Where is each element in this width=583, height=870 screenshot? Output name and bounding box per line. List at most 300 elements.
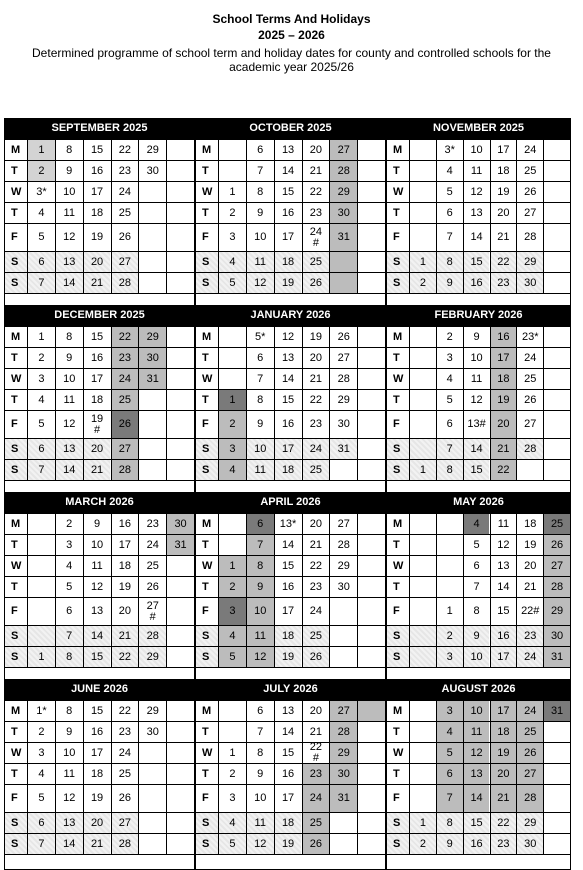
date-cell: 26 bbox=[111, 411, 139, 438]
week-row bbox=[387, 223, 570, 251]
week-row bbox=[5, 410, 194, 438]
day-letter: M bbox=[393, 517, 403, 530]
month-block bbox=[4, 492, 195, 683]
day-letter: W bbox=[202, 185, 213, 198]
day-letter: T bbox=[393, 580, 400, 593]
date-cell: 2 bbox=[55, 514, 83, 534]
week-row bbox=[387, 812, 570, 833]
date-cell: 14 bbox=[274, 369, 302, 389]
week-row bbox=[387, 368, 570, 389]
date-cell: 28 bbox=[329, 535, 357, 555]
date-cell: 31 bbox=[543, 701, 570, 721]
date-cell: 29 bbox=[138, 327, 166, 347]
date-cell: 23 bbox=[111, 161, 139, 181]
date-cell: 30 bbox=[329, 203, 357, 223]
date-cell: 13 bbox=[463, 764, 490, 784]
date-cell bbox=[543, 460, 570, 480]
month-title: MARCH 2026 bbox=[5, 492, 194, 513]
day-letter: S bbox=[5, 834, 27, 854]
week-row bbox=[387, 625, 570, 646]
date-cell: 27 bbox=[111, 439, 139, 459]
date-cell: 31 bbox=[329, 224, 357, 251]
month-title: JULY 2026 bbox=[196, 679, 385, 700]
day-letter: T bbox=[393, 538, 400, 551]
week-row bbox=[387, 251, 570, 272]
date-cell: 26 bbox=[302, 834, 330, 854]
week-row bbox=[387, 160, 570, 181]
date-cell: 22 bbox=[490, 252, 517, 272]
month-block bbox=[386, 492, 571, 683]
week-row bbox=[5, 625, 194, 646]
date-cell: 8 bbox=[246, 390, 274, 410]
date-cell: 14 bbox=[55, 834, 83, 854]
date-cell: 9 bbox=[246, 203, 274, 223]
date-cell: 19 bbox=[302, 327, 330, 347]
date-cell bbox=[543, 390, 570, 410]
date-cell bbox=[27, 514, 55, 534]
month-block bbox=[4, 679, 195, 870]
month-title: DECEMBER 2025 bbox=[5, 305, 194, 326]
date-cell: 1 bbox=[436, 598, 463, 625]
date-cell: 20 bbox=[83, 813, 111, 833]
date-cell: 29 bbox=[516, 252, 543, 272]
date-cell: 30 bbox=[329, 764, 357, 784]
date-cell: 22 # bbox=[302, 743, 330, 763]
date-cell bbox=[166, 327, 194, 347]
week-row bbox=[387, 534, 570, 555]
date-cell bbox=[218, 701, 246, 721]
date-cell bbox=[138, 252, 166, 272]
date-cell: 10 bbox=[55, 743, 83, 763]
date-cell: 3 bbox=[218, 439, 246, 459]
date-cell bbox=[138, 743, 166, 763]
week-row bbox=[196, 576, 385, 597]
date-cell: 13 bbox=[274, 348, 302, 368]
week-row bbox=[387, 202, 570, 223]
date-cell bbox=[409, 764, 436, 784]
date-cell bbox=[409, 535, 436, 555]
date-cell bbox=[357, 439, 385, 459]
day-letter: T bbox=[393, 164, 400, 177]
date-cell: 21 bbox=[83, 834, 111, 854]
date-cell bbox=[357, 182, 385, 202]
day-letter: S bbox=[5, 813, 27, 833]
date-cell: 17 bbox=[83, 182, 111, 202]
week-row bbox=[5, 389, 194, 410]
week-row bbox=[196, 410, 385, 438]
date-cell bbox=[357, 348, 385, 368]
date-cell: 26 bbox=[111, 224, 139, 251]
date-cell: 30 bbox=[516, 834, 543, 854]
date-cell: 12 bbox=[55, 411, 83, 438]
date-cell: 8 bbox=[436, 813, 463, 833]
date-cell: 9 bbox=[55, 722, 83, 742]
date-cell: 3 bbox=[436, 348, 463, 368]
date-cell: 25 bbox=[111, 764, 139, 784]
date-cell bbox=[436, 556, 463, 576]
date-cell: 11 bbox=[246, 460, 274, 480]
date-cell: 4 bbox=[436, 161, 463, 181]
date-cell: 16 bbox=[274, 577, 302, 597]
date-cell: 26 bbox=[302, 273, 330, 293]
date-cell: 24 bbox=[516, 140, 543, 160]
month-title: JANUARY 2026 bbox=[196, 305, 385, 326]
week-row bbox=[387, 742, 570, 763]
week-row bbox=[196, 326, 385, 347]
date-cell: 16 bbox=[274, 764, 302, 784]
date-cell: 29 bbox=[329, 556, 357, 576]
date-cell: 28 bbox=[329, 722, 357, 742]
date-cell bbox=[357, 161, 385, 181]
date-cell bbox=[357, 203, 385, 223]
day-letter: T bbox=[202, 767, 209, 780]
day-letter: S bbox=[5, 439, 27, 459]
day-letter: T bbox=[202, 725, 209, 738]
week-row bbox=[387, 272, 570, 293]
date-cell: 25 bbox=[111, 203, 139, 223]
date-cell: 21 bbox=[83, 273, 111, 293]
date-cell: 10 bbox=[246, 785, 274, 812]
date-cell: 6 bbox=[246, 140, 274, 160]
date-cell: 3 bbox=[27, 369, 55, 389]
date-cell: 2 bbox=[409, 834, 436, 854]
date-cell: 1 bbox=[218, 182, 246, 202]
date-cell: 4 bbox=[436, 722, 463, 742]
date-cell bbox=[357, 556, 385, 576]
date-cell: 18 bbox=[83, 764, 111, 784]
day-letter: S bbox=[5, 647, 27, 667]
day-letter: S bbox=[387, 813, 409, 833]
week-row bbox=[5, 700, 194, 721]
date-cell bbox=[138, 764, 166, 784]
date-cell: 2 bbox=[218, 577, 246, 597]
date-cell: 15 bbox=[83, 701, 111, 721]
date-cell bbox=[218, 514, 246, 534]
date-cell: 15 bbox=[274, 556, 302, 576]
date-cell bbox=[27, 535, 55, 555]
date-cell: 15 bbox=[274, 743, 302, 763]
date-cell: 7 bbox=[463, 577, 490, 597]
date-cell: 10 bbox=[246, 598, 274, 625]
week-row bbox=[5, 326, 194, 347]
date-cell: 21 bbox=[490, 224, 517, 251]
date-cell: 27 bbox=[516, 764, 543, 784]
date-cell: 14 bbox=[463, 785, 490, 812]
date-cell: 16 bbox=[83, 722, 111, 742]
date-cell bbox=[409, 556, 436, 576]
week-row bbox=[387, 513, 570, 534]
week-row bbox=[5, 139, 194, 160]
date-cell: 1 bbox=[218, 390, 246, 410]
date-cell bbox=[138, 834, 166, 854]
date-cell: 15 bbox=[463, 252, 490, 272]
date-cell bbox=[357, 647, 385, 667]
day-letter: W bbox=[393, 185, 404, 198]
date-cell: 15 bbox=[83, 327, 111, 347]
date-cell: 25 bbox=[302, 626, 330, 646]
date-cell: 11 bbox=[83, 556, 111, 576]
date-cell bbox=[357, 140, 385, 160]
date-cell: 26 bbox=[138, 577, 166, 597]
date-cell bbox=[329, 273, 357, 293]
day-letter: T bbox=[393, 206, 400, 219]
day-letter: S bbox=[196, 460, 218, 480]
date-cell: 26 bbox=[516, 182, 543, 202]
date-cell: 28 bbox=[516, 785, 543, 812]
day-letter: S bbox=[387, 273, 409, 293]
week-row bbox=[196, 223, 385, 251]
date-cell bbox=[166, 743, 194, 763]
date-cell: 30 bbox=[166, 514, 194, 534]
date-cell: 25 bbox=[516, 161, 543, 181]
date-cell bbox=[409, 626, 436, 646]
date-cell bbox=[357, 626, 385, 646]
date-cell: 7 bbox=[27, 273, 55, 293]
date-cell: 9 bbox=[55, 161, 83, 181]
date-cell: 6 bbox=[246, 514, 274, 534]
date-cell: 9 bbox=[436, 834, 463, 854]
week-row bbox=[387, 576, 570, 597]
date-cell: 23* bbox=[516, 327, 543, 347]
day-letter: S bbox=[196, 626, 218, 646]
week-row bbox=[5, 223, 194, 251]
date-cell: 11 bbox=[246, 252, 274, 272]
date-cell: 30 bbox=[138, 348, 166, 368]
date-cell: 27 bbox=[329, 701, 357, 721]
date-cell: 27 bbox=[329, 348, 357, 368]
date-cell: 22 bbox=[302, 556, 330, 576]
date-cell bbox=[166, 224, 194, 251]
week-row bbox=[196, 625, 385, 646]
day-letter: W bbox=[202, 559, 213, 572]
date-cell: 28 bbox=[516, 439, 543, 459]
date-cell bbox=[166, 834, 194, 854]
date-cell bbox=[436, 535, 463, 555]
date-cell bbox=[166, 813, 194, 833]
day-letter: M bbox=[11, 330, 21, 343]
date-cell: 5 bbox=[436, 743, 463, 763]
date-cell bbox=[166, 369, 194, 389]
date-cell bbox=[409, 369, 436, 389]
date-cell: 28 bbox=[111, 834, 139, 854]
date-cell: 17 bbox=[490, 647, 517, 667]
day-letter: W bbox=[393, 746, 404, 759]
date-cell: 12 bbox=[246, 647, 274, 667]
date-cell: 7 bbox=[436, 785, 463, 812]
date-cell: 29 bbox=[543, 598, 570, 625]
week-row bbox=[196, 160, 385, 181]
date-cell bbox=[357, 813, 385, 833]
date-cell: 11 bbox=[246, 626, 274, 646]
date-cell: 8 bbox=[246, 182, 274, 202]
date-cell: 6 bbox=[55, 598, 83, 625]
date-cell: 12 bbox=[274, 327, 302, 347]
date-cell: 18 bbox=[274, 813, 302, 833]
day-letter: M bbox=[202, 143, 212, 156]
date-cell: 24 bbox=[516, 701, 543, 721]
day-letter: S bbox=[196, 439, 218, 459]
date-cell: 22 bbox=[111, 140, 139, 160]
date-cell bbox=[409, 161, 436, 181]
date-cell: 13# bbox=[463, 411, 490, 438]
month-block bbox=[195, 118, 386, 309]
date-cell: 20 bbox=[516, 556, 543, 576]
date-cell: 5 bbox=[218, 273, 246, 293]
date-cell: 16 bbox=[490, 327, 517, 347]
date-cell: 11 bbox=[463, 161, 490, 181]
date-cell: 20 bbox=[302, 514, 330, 534]
date-cell: 16 bbox=[463, 834, 490, 854]
date-cell bbox=[166, 203, 194, 223]
date-cell bbox=[329, 598, 357, 625]
date-cell bbox=[166, 647, 194, 667]
date-cell: 13 bbox=[274, 701, 302, 721]
date-cell: 6 bbox=[27, 252, 55, 272]
day-letter: F bbox=[393, 792, 400, 804]
date-cell: 19 bbox=[111, 577, 139, 597]
date-cell: 14 bbox=[490, 577, 517, 597]
date-cell: 17 bbox=[274, 439, 302, 459]
week-row bbox=[5, 646, 194, 667]
date-cell: 6 bbox=[463, 556, 490, 576]
week-row bbox=[5, 513, 194, 534]
date-cell: 8 bbox=[55, 701, 83, 721]
week-row bbox=[5, 202, 194, 223]
date-cell bbox=[218, 369, 246, 389]
date-cell: 10 bbox=[463, 701, 490, 721]
date-cell bbox=[543, 813, 570, 833]
month-title: NOVEMBER 2025 bbox=[387, 118, 570, 139]
day-letter: W bbox=[202, 746, 213, 759]
day-letter: S bbox=[387, 647, 409, 667]
date-cell: 3 bbox=[55, 535, 83, 555]
date-cell bbox=[329, 252, 357, 272]
date-cell bbox=[357, 598, 385, 625]
date-cell: 25 bbox=[516, 369, 543, 389]
week-row bbox=[5, 597, 194, 625]
date-cell: 23 bbox=[111, 348, 139, 368]
day-letter: F bbox=[202, 605, 209, 617]
date-cell: 25 bbox=[111, 390, 139, 410]
date-cell: 18 bbox=[274, 252, 302, 272]
week-row bbox=[196, 742, 385, 763]
date-cell: 12 bbox=[463, 182, 490, 202]
date-cell bbox=[166, 411, 194, 438]
week-row bbox=[5, 576, 194, 597]
date-cell bbox=[409, 203, 436, 223]
day-letter: S bbox=[196, 252, 218, 272]
week-row bbox=[196, 202, 385, 223]
month-footer-row bbox=[387, 854, 570, 870]
date-cell: 23 bbox=[516, 626, 543, 646]
date-cell: 24 bbox=[111, 182, 139, 202]
date-cell: 15 bbox=[463, 813, 490, 833]
date-cell bbox=[166, 182, 194, 202]
date-cell bbox=[166, 785, 194, 812]
date-cell bbox=[329, 647, 357, 667]
date-cell: 30 bbox=[138, 161, 166, 181]
date-cell: 31 bbox=[543, 647, 570, 667]
week-row bbox=[196, 597, 385, 625]
date-cell bbox=[543, 224, 570, 251]
month-title: OCTOBER 2025 bbox=[196, 118, 385, 139]
date-cell: 24 bbox=[302, 598, 330, 625]
date-cell: 8 bbox=[55, 140, 83, 160]
date-cell bbox=[138, 439, 166, 459]
date-cell bbox=[409, 647, 436, 667]
date-cell: 31 bbox=[138, 369, 166, 389]
date-cell bbox=[409, 390, 436, 410]
date-cell: 17 bbox=[83, 743, 111, 763]
week-row bbox=[196, 272, 385, 293]
date-cell: 26 bbox=[329, 327, 357, 347]
week-row bbox=[5, 251, 194, 272]
date-cell bbox=[138, 813, 166, 833]
date-cell: 30 bbox=[516, 273, 543, 293]
date-cell: 7 bbox=[436, 439, 463, 459]
date-cell bbox=[409, 701, 436, 721]
date-cell: 8 bbox=[246, 556, 274, 576]
week-row bbox=[5, 272, 194, 293]
date-cell: 20 bbox=[302, 701, 330, 721]
day-letter: T bbox=[393, 767, 400, 780]
date-cell: 26 bbox=[302, 647, 330, 667]
date-cell bbox=[166, 764, 194, 784]
date-cell bbox=[436, 577, 463, 597]
date-cell: 12 bbox=[83, 577, 111, 597]
week-row bbox=[387, 438, 570, 459]
date-cell bbox=[409, 411, 436, 438]
date-cell: 3 bbox=[436, 647, 463, 667]
date-cell: 27 bbox=[516, 203, 543, 223]
date-cell: 4 bbox=[55, 556, 83, 576]
date-cell: 27 bbox=[516, 411, 543, 438]
day-letter: W bbox=[393, 559, 404, 572]
month-title: SEPTEMBER 2025 bbox=[5, 118, 194, 139]
date-cell: 21 bbox=[302, 369, 330, 389]
date-cell bbox=[166, 439, 194, 459]
date-cell: 16 bbox=[111, 514, 139, 534]
date-cell: 27 bbox=[329, 514, 357, 534]
date-cell: 13 bbox=[274, 140, 302, 160]
date-cell: 15 bbox=[83, 140, 111, 160]
date-cell: 4 bbox=[218, 252, 246, 272]
date-cell: 27 bbox=[329, 140, 357, 160]
date-cell: 19 bbox=[83, 224, 111, 251]
date-cell bbox=[357, 743, 385, 763]
date-cell: 8 bbox=[55, 327, 83, 347]
date-cell bbox=[166, 722, 194, 742]
date-cell: 2 bbox=[436, 327, 463, 347]
date-cell: 3* bbox=[27, 182, 55, 202]
date-cell: 7 bbox=[246, 535, 274, 555]
date-cell: 23 bbox=[111, 722, 139, 742]
month-block bbox=[386, 305, 571, 496]
date-cell bbox=[543, 764, 570, 784]
date-cell: 26 bbox=[543, 535, 570, 555]
date-cell: 7 bbox=[246, 161, 274, 181]
day-letter: S bbox=[387, 252, 409, 272]
date-cell: 20 bbox=[490, 411, 517, 438]
date-cell: 4 bbox=[218, 813, 246, 833]
date-cell: 15 bbox=[83, 647, 111, 667]
date-cell bbox=[543, 439, 570, 459]
month-block bbox=[4, 118, 195, 309]
day-letter: W bbox=[11, 746, 22, 759]
date-cell: 9 bbox=[55, 348, 83, 368]
day-letter: M bbox=[11, 517, 21, 530]
date-cell: 17 bbox=[274, 598, 302, 625]
